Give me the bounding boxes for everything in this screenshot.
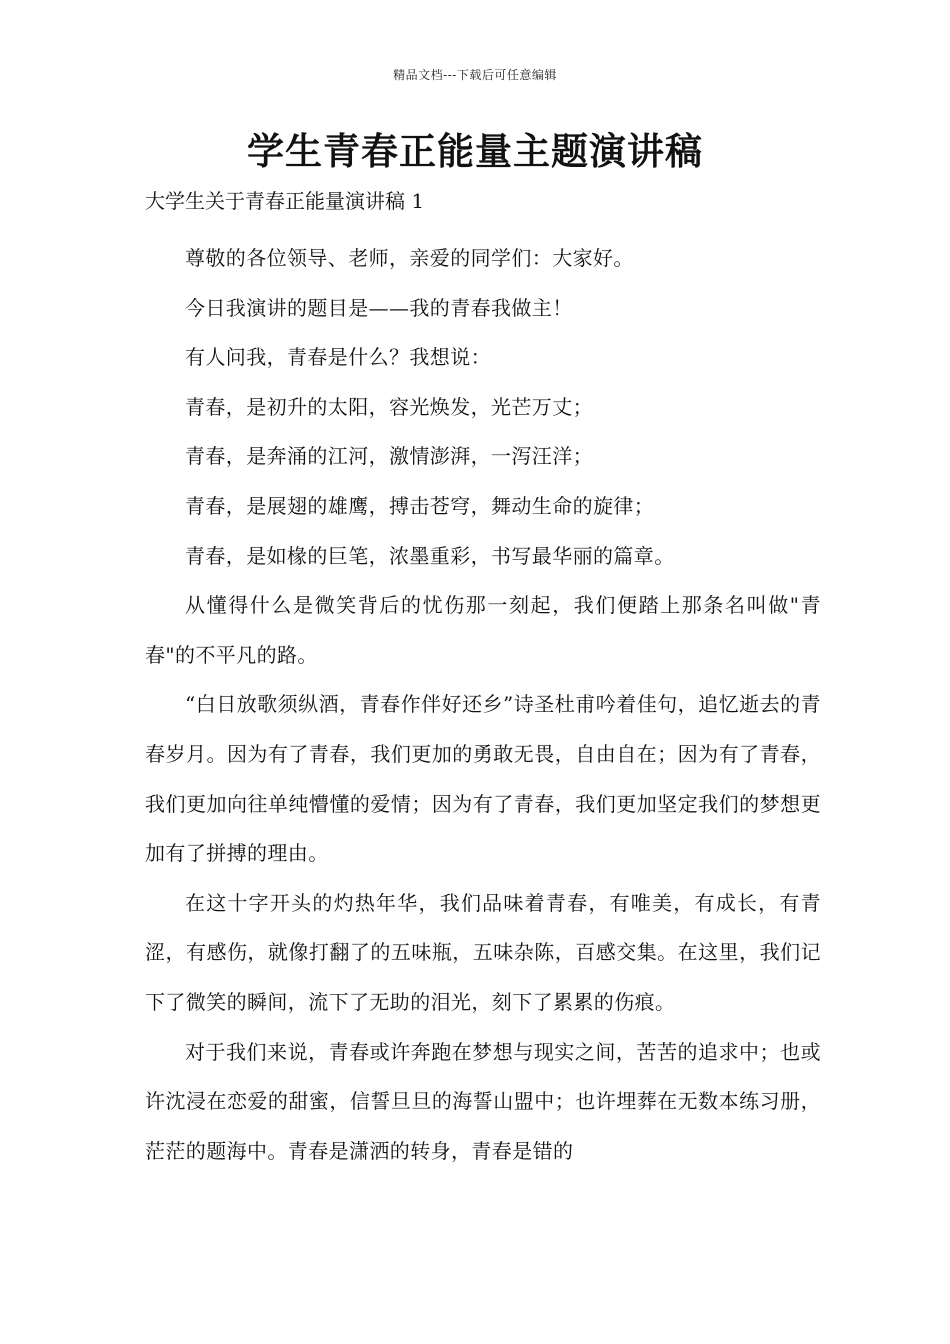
paragraph: 青春，是展翅的雄鹰，搏击苍穹，舞动生命的旋律；: [185, 493, 655, 518]
paragraph: 有人问我，青春是什么？我想说：: [185, 345, 491, 370]
paragraph: 青春，是如椽的巨笔，浓墨重彩，书写最华丽的篇章。: [185, 543, 675, 568]
header-note: 精品文档---下载后可任意编辑: [393, 68, 557, 82]
document-subtitle: 大学生关于青春正能量演讲稿 1: [145, 189, 425, 213]
paragraph: 尊敬的各位领导、老师，亲爱的同学们：大家好。: [185, 246, 634, 270]
paragraph: 对于我们来说，青春或许奔跑在梦想与现实之间，苦苦的追求中；也或许沈浸在恋爱的甜蜜，信誓旦旦的海誓山盟中；也许埋葬在无数本练习册，茫茫的题海中。青春是潇洒的转身，青春是错的: [145, 1039, 821, 1163]
document-body: [145, 234, 821, 1176]
paragraph: 在这十字开头的灼热年华，我们品味着青春，有唯美，有成长，有青涩，有感伤，就像打翻了的五味瓶，五味杂陈，百感交集。在这里，我们记下了微笑的瞬间，流下了无助的泪光，刻下了累累的伤痕。: [145, 890, 821, 1014]
paragraph: 青春，是奔涌的江河，激情澎湃，一泻汪洋；: [185, 444, 593, 469]
paragraph: 从懂得什么是微笑背后的忧伤那一刻起，我们便踏上那条名叫做"青春"的不平凡的路。: [145, 593, 821, 667]
document-title: 学生青春正能量主题演讲稿: [247, 130, 703, 173]
paragraph: 今日我演讲的题目是——我的青春我做主！: [185, 295, 573, 320]
paragraph: 青春，是初升的太阳，容光焕发，光芒万丈；: [185, 394, 593, 419]
paragraph: “白日放歌须纵酒，青春作伴好还乡”诗圣杜甫吟着佳句，追忆逝去的青春岁月。因为有了青春，我们更加的勇敢无畏，自由自在；因为有了青春，我们更加向往单纯懵懂的爱情；因为有了青春，我们更加坚定我们的梦想更加有了拼搏的理由。: [145, 692, 821, 866]
